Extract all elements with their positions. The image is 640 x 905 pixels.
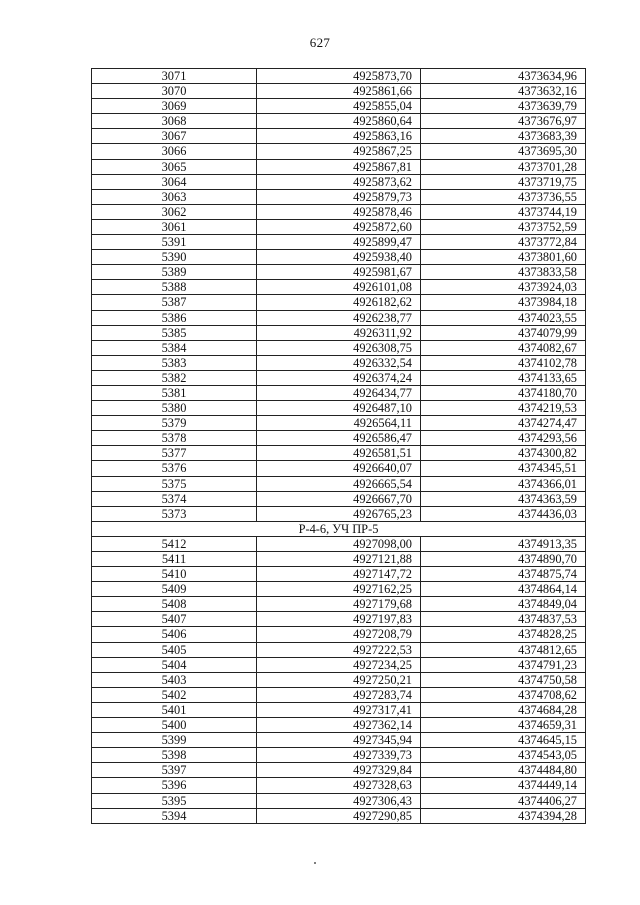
y-coordinate-cell: 4374406,27 xyxy=(421,793,586,808)
x-coordinate-cell: 4925861,66 xyxy=(257,84,421,99)
y-coordinate-cell: 4374363,59 xyxy=(421,491,586,506)
point-number-cell: 5389 xyxy=(92,265,257,280)
point-number-cell: 5409 xyxy=(92,582,257,597)
point-number-cell: 5412 xyxy=(92,536,257,551)
x-coordinate-cell: 4927329,84 xyxy=(257,763,421,778)
point-number-cell: 5396 xyxy=(92,778,257,793)
point-number-cell: 5394 xyxy=(92,808,257,823)
point-number-cell: 5373 xyxy=(92,506,257,521)
table-row xyxy=(92,793,586,808)
point-number-cell: 5398 xyxy=(92,748,257,763)
x-coordinate-cell: 4925938,40 xyxy=(257,250,421,265)
table-row xyxy=(92,491,586,506)
table-row xyxy=(92,702,586,717)
y-coordinate-cell: 4373719,75 xyxy=(421,174,586,189)
table-row xyxy=(92,174,586,189)
table-row xyxy=(92,476,586,491)
point-number-cell: 5376 xyxy=(92,461,257,476)
y-coordinate-cell: 4374750,58 xyxy=(421,672,586,687)
point-number-cell: 5378 xyxy=(92,431,257,446)
y-coordinate-cell: 4374394,28 xyxy=(421,808,586,823)
coordinates-table-body xyxy=(92,69,586,824)
table-row xyxy=(92,99,586,114)
table-row xyxy=(92,416,586,431)
x-coordinate-cell: 4927098,00 xyxy=(257,536,421,551)
y-coordinate-cell: 4374913,35 xyxy=(421,536,586,551)
table-row xyxy=(92,763,586,778)
table-row xyxy=(92,567,586,582)
point-number-cell: 5379 xyxy=(92,416,257,431)
table-row xyxy=(92,506,586,521)
point-number-cell: 5401 xyxy=(92,702,257,717)
point-number-cell: 3067 xyxy=(92,129,257,144)
table-row xyxy=(92,189,586,204)
x-coordinate-cell: 4926665,54 xyxy=(257,476,421,491)
y-coordinate-cell: 4374659,31 xyxy=(421,718,586,733)
x-coordinate-cell: 4925899,47 xyxy=(257,235,421,250)
point-number-cell: 3068 xyxy=(92,114,257,129)
point-number-cell: 5404 xyxy=(92,657,257,672)
x-coordinate-cell: 4927250,21 xyxy=(257,672,421,687)
x-coordinate-cell: 4927208,79 xyxy=(257,627,421,642)
x-coordinate-cell: 4925860,64 xyxy=(257,114,421,129)
x-coordinate-cell: 4925981,67 xyxy=(257,265,421,280)
y-coordinate-cell: 4374082,67 xyxy=(421,340,586,355)
table-row xyxy=(92,401,586,416)
table-row xyxy=(92,340,586,355)
y-coordinate-cell: 4374645,15 xyxy=(421,733,586,748)
table-row xyxy=(92,808,586,823)
x-coordinate-cell: 4927306,43 xyxy=(257,793,421,808)
point-number-cell: 3064 xyxy=(92,174,257,189)
point-number-cell: 3062 xyxy=(92,204,257,219)
y-coordinate-cell: 4373683,39 xyxy=(421,129,586,144)
x-coordinate-cell: 4925872,60 xyxy=(257,219,421,234)
point-number-cell: 5399 xyxy=(92,733,257,748)
point-number-cell: 5374 xyxy=(92,491,257,506)
y-coordinate-cell: 4374812,65 xyxy=(421,642,586,657)
y-coordinate-cell: 4374293,56 xyxy=(421,431,586,446)
point-number-cell: 3065 xyxy=(92,159,257,174)
x-coordinate-cell: 4926581,51 xyxy=(257,446,421,461)
x-coordinate-cell: 4927345,94 xyxy=(257,733,421,748)
y-coordinate-cell: 4373736,55 xyxy=(421,189,586,204)
x-coordinate-cell: 4927179,68 xyxy=(257,597,421,612)
x-coordinate-cell: 4926101,08 xyxy=(257,280,421,295)
point-number-cell: 3063 xyxy=(92,189,257,204)
table-row xyxy=(92,295,586,310)
y-coordinate-cell: 4374180,70 xyxy=(421,385,586,400)
point-number-cell: 5411 xyxy=(92,552,257,567)
table-row xyxy=(92,69,586,84)
y-coordinate-cell: 4374828,25 xyxy=(421,627,586,642)
y-coordinate-cell: 4373639,79 xyxy=(421,99,586,114)
x-coordinate-cell: 4926434,77 xyxy=(257,385,421,400)
section-row xyxy=(92,521,586,536)
table-row xyxy=(92,265,586,280)
point-number-cell: 5390 xyxy=(92,250,257,265)
point-number-cell: 3066 xyxy=(92,144,257,159)
table-row xyxy=(92,672,586,687)
y-coordinate-cell: 4374274,47 xyxy=(421,416,586,431)
point-number-cell: 5384 xyxy=(92,340,257,355)
x-coordinate-cell: 4926564,11 xyxy=(257,416,421,431)
y-coordinate-cell: 4373984,18 xyxy=(421,295,586,310)
point-number-cell: 5387 xyxy=(92,295,257,310)
y-coordinate-cell: 4374366,01 xyxy=(421,476,586,491)
y-coordinate-cell: 4373752,59 xyxy=(421,219,586,234)
point-number-cell: 5405 xyxy=(92,642,257,657)
y-coordinate-cell: 4374449,14 xyxy=(421,778,586,793)
y-coordinate-cell: 4373701,28 xyxy=(421,159,586,174)
y-coordinate-cell: 4374133,65 xyxy=(421,370,586,385)
point-number-cell: 3070 xyxy=(92,84,257,99)
x-coordinate-cell: 4927121,88 xyxy=(257,552,421,567)
scan-speck xyxy=(314,862,316,864)
y-coordinate-cell: 4374837,53 xyxy=(421,612,586,627)
x-coordinate-cell: 4927283,74 xyxy=(257,687,421,702)
coordinates-table xyxy=(91,68,586,824)
x-coordinate-cell: 4927162,25 xyxy=(257,582,421,597)
x-coordinate-cell: 4925855,04 xyxy=(257,99,421,114)
table-row xyxy=(92,446,586,461)
table-row xyxy=(92,642,586,657)
point-number-cell: 5385 xyxy=(92,325,257,340)
x-coordinate-cell: 4926182,62 xyxy=(257,295,421,310)
table-row xyxy=(92,235,586,250)
y-coordinate-cell: 4374543,05 xyxy=(421,748,586,763)
table-row xyxy=(92,778,586,793)
table-row xyxy=(92,431,586,446)
point-number-cell: 5395 xyxy=(92,793,257,808)
y-coordinate-cell: 4374102,78 xyxy=(421,355,586,370)
y-coordinate-cell: 4373634,96 xyxy=(421,69,586,84)
table-row xyxy=(92,144,586,159)
table-row xyxy=(92,114,586,129)
table-row xyxy=(92,627,586,642)
table-row xyxy=(92,159,586,174)
point-number-cell: 5375 xyxy=(92,476,257,491)
y-coordinate-cell: 4373801,60 xyxy=(421,250,586,265)
x-coordinate-cell: 4926238,77 xyxy=(257,310,421,325)
y-coordinate-cell: 4374484,80 xyxy=(421,763,586,778)
x-coordinate-cell: 4926374,24 xyxy=(257,370,421,385)
x-coordinate-cell: 4925873,62 xyxy=(257,174,421,189)
y-coordinate-cell: 4373924,03 xyxy=(421,280,586,295)
x-coordinate-cell: 4927147,72 xyxy=(257,567,421,582)
table-row xyxy=(92,355,586,370)
x-coordinate-cell: 4926640,07 xyxy=(257,461,421,476)
x-coordinate-cell: 4925867,81 xyxy=(257,159,421,174)
y-coordinate-cell: 4374875,74 xyxy=(421,567,586,582)
x-coordinate-cell: 4925867,25 xyxy=(257,144,421,159)
table-row xyxy=(92,597,586,612)
y-coordinate-cell: 4374345,51 xyxy=(421,461,586,476)
table-row xyxy=(92,552,586,567)
x-coordinate-cell: 4926308,75 xyxy=(257,340,421,355)
y-coordinate-cell: 4374864,14 xyxy=(421,582,586,597)
table-row xyxy=(92,718,586,733)
table-row xyxy=(92,280,586,295)
x-coordinate-cell: 4927197,83 xyxy=(257,612,421,627)
x-coordinate-cell: 4927362,14 xyxy=(257,718,421,733)
table-row xyxy=(92,370,586,385)
point-number-cell: 5381 xyxy=(92,385,257,400)
table-row xyxy=(92,250,586,265)
x-coordinate-cell: 4926765,23 xyxy=(257,506,421,521)
y-coordinate-cell: 4374436,03 xyxy=(421,506,586,521)
point-number-cell: 5408 xyxy=(92,597,257,612)
y-coordinate-cell: 4374684,28 xyxy=(421,702,586,717)
point-number-cell: 5386 xyxy=(92,310,257,325)
point-number-cell: 5407 xyxy=(92,612,257,627)
point-number-cell: 3069 xyxy=(92,99,257,114)
x-coordinate-cell: 4925873,70 xyxy=(257,69,421,84)
table-row xyxy=(92,325,586,340)
y-coordinate-cell: 4373744,19 xyxy=(421,204,586,219)
point-number-cell: 5400 xyxy=(92,718,257,733)
point-number-cell: 5383 xyxy=(92,355,257,370)
y-coordinate-cell: 4374791,23 xyxy=(421,657,586,672)
x-coordinate-cell: 4927222,53 xyxy=(257,642,421,657)
y-coordinate-cell: 4373833,58 xyxy=(421,265,586,280)
point-number-cell: 5406 xyxy=(92,627,257,642)
section-title: Р-4-6, УЧ ПР-5 xyxy=(92,521,586,536)
y-coordinate-cell: 4374219,53 xyxy=(421,401,586,416)
x-coordinate-cell: 4926667,70 xyxy=(257,491,421,506)
x-coordinate-cell: 4926487,10 xyxy=(257,401,421,416)
x-coordinate-cell: 4925863,16 xyxy=(257,129,421,144)
point-number-cell: 5403 xyxy=(92,672,257,687)
table-row xyxy=(92,204,586,219)
y-coordinate-cell: 4374708,62 xyxy=(421,687,586,702)
table-row xyxy=(92,748,586,763)
y-coordinate-cell: 4373772,84 xyxy=(421,235,586,250)
table-row xyxy=(92,129,586,144)
point-number-cell: 5380 xyxy=(92,401,257,416)
y-coordinate-cell: 4374023,55 xyxy=(421,310,586,325)
table-row xyxy=(92,84,586,99)
table-row xyxy=(92,582,586,597)
y-coordinate-cell: 4373632,16 xyxy=(421,84,586,99)
table-row xyxy=(92,687,586,702)
point-number-cell: 5382 xyxy=(92,370,257,385)
y-coordinate-cell: 4374890,70 xyxy=(421,552,586,567)
y-coordinate-cell: 4373676,97 xyxy=(421,114,586,129)
point-number-cell: 5388 xyxy=(92,280,257,295)
table-row xyxy=(92,385,586,400)
table-row xyxy=(92,536,586,551)
y-coordinate-cell: 4374849,04 xyxy=(421,597,586,612)
x-coordinate-cell: 4926311,92 xyxy=(257,325,421,340)
x-coordinate-cell: 4927317,41 xyxy=(257,702,421,717)
point-number-cell: 3061 xyxy=(92,219,257,234)
table-row xyxy=(92,219,586,234)
page-number: 627 xyxy=(309,35,331,50)
x-coordinate-cell: 4926586,47 xyxy=(257,431,421,446)
x-coordinate-cell: 4927339,73 xyxy=(257,748,421,763)
point-number-cell: 5397 xyxy=(92,763,257,778)
x-coordinate-cell: 4927234,25 xyxy=(257,657,421,672)
y-coordinate-cell: 4373695,30 xyxy=(421,144,586,159)
point-number-cell: 5377 xyxy=(92,446,257,461)
y-coordinate-cell: 4374079,99 xyxy=(421,325,586,340)
point-number-cell: 5410 xyxy=(92,567,257,582)
x-coordinate-cell: 4925878,46 xyxy=(257,204,421,219)
table-row xyxy=(92,612,586,627)
x-coordinate-cell: 4927290,85 xyxy=(257,808,421,823)
point-number-cell: 5391 xyxy=(92,235,257,250)
table-row xyxy=(92,657,586,672)
x-coordinate-cell: 4927328,63 xyxy=(257,778,421,793)
x-coordinate-cell: 4926332,54 xyxy=(257,355,421,370)
table-row xyxy=(92,733,586,748)
x-coordinate-cell: 4925879,73 xyxy=(257,189,421,204)
table-row xyxy=(92,461,586,476)
table-row xyxy=(92,310,586,325)
point-number-cell: 3071 xyxy=(92,69,257,84)
y-coordinate-cell: 4374300,82 xyxy=(421,446,586,461)
point-number-cell: 5402 xyxy=(92,687,257,702)
